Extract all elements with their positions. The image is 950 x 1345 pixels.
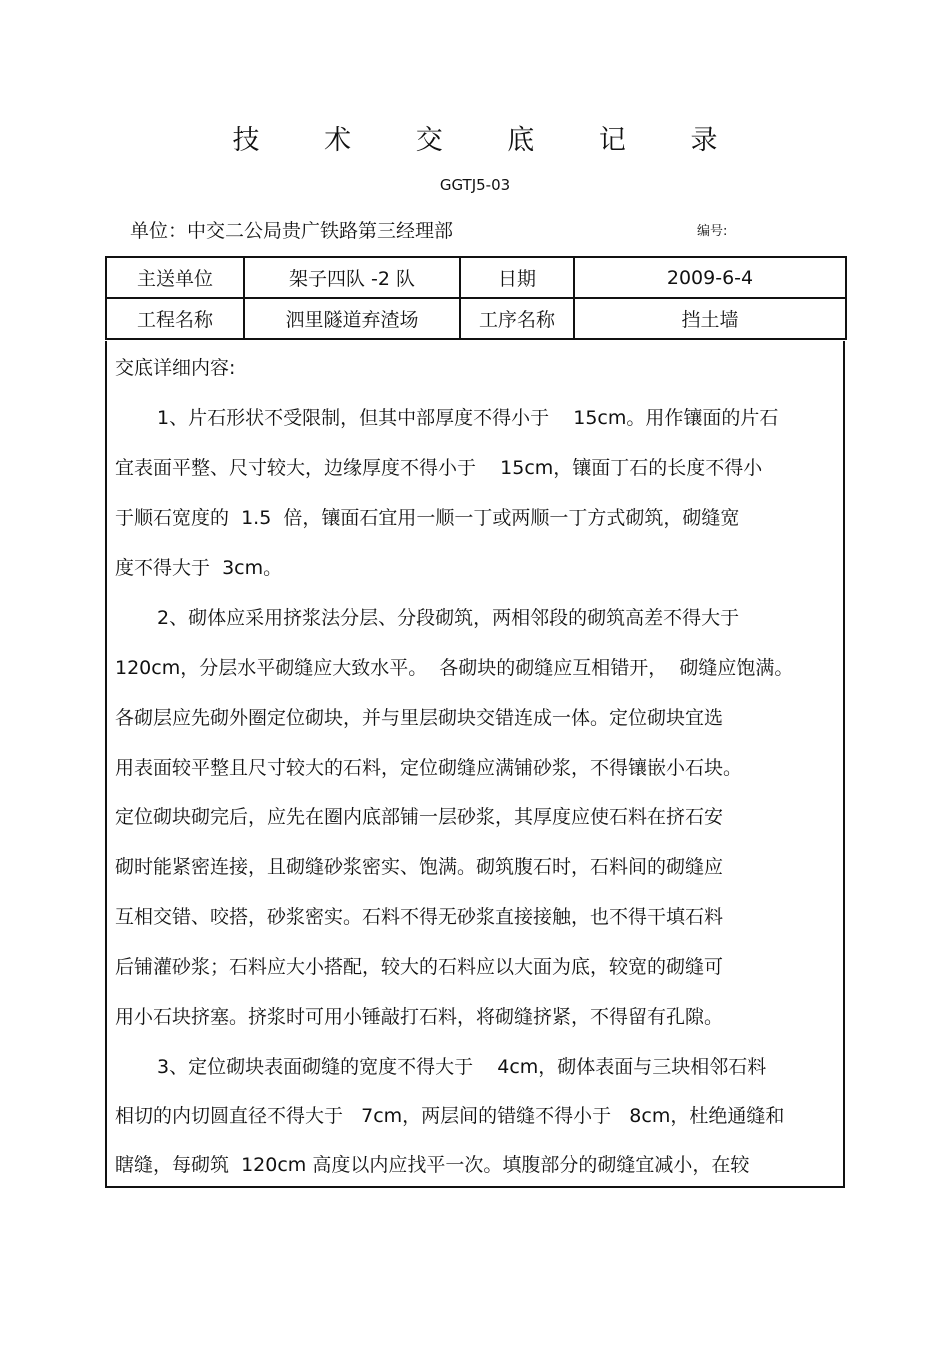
content-line: 度不得大于 3cm。 [115, 557, 283, 579]
content-box [105, 341, 845, 1188]
project-name-label: 工程名称 [106, 298, 244, 339]
project-name-value: 泗里隧道弃渣场 [244, 298, 460, 339]
date-value: 2009-6-4 [574, 257, 846, 298]
table-row [106, 298, 846, 339]
content-line: 宜表面平整、尺寸较大，边缘厚度不得小于 15cm，镶面丁石的长度不得小 [115, 457, 763, 479]
page-title: 技 术 交 底 记 录 [232, 125, 746, 156]
content-line: 于顺石宽度的 1.5 倍，镶面石宜用一顺一丁或两顺一丁方式砌筑，砌缝宽 [115, 507, 740, 529]
content-line: 1、片石形状不受限制，但其中部厚度不得小于 15cm。用作镶面的片石 [157, 407, 779, 429]
document-code: GGTJ5-03 [439, 176, 511, 194]
content-heading: 交底详细内容: [115, 357, 236, 379]
content-line: 定位砌块砌完后，应先在圈内底部铺一层砂浆，其厚度应使石料在挤石安 [115, 806, 724, 828]
content-line: 后铺灌砂浆；石料应大小搭配，较大的石料应以大面为底，较宽的砌缝可 [115, 956, 724, 978]
content-line: 相切的内切圆直径不得大于 7cm，两层间的错缝不得小于 8cm，杜绝通缝和 [115, 1105, 785, 1127]
content-line: 各砌层应先砌外圈定位砌块，并与里层砌块交错连成一体。定位砌块宜选 [115, 707, 724, 729]
content-line: 用表面较平整且尺寸较大的石料，定位砌缝应满铺砂浆，不得镶嵌小石块。 [115, 757, 743, 779]
process-name-label: 工序名称 [460, 298, 574, 339]
content-line: 砌时能紧密连接，且砌缝砂浆密实、饱满。砌筑腹石时，石料间的砌缝应 [115, 856, 724, 878]
process-name-value: 挡土墙 [574, 298, 846, 339]
content-line: 用小石块挤塞。挤浆时可用小锤敲打石料，将砌缝挤紧，不得留有孔隙。 [115, 1006, 724, 1028]
date-label: 日期 [460, 257, 574, 298]
content-line: 瞎缝，每砌筑 120cm 高度以内应找平一次。填腹部分的砌缝宜减小，在较 [115, 1154, 750, 1176]
content-line: 120cm，分层水平砌缝应大致水平。 各砌块的砌缝应互相错开， 砌缝应饱满。 [115, 657, 794, 679]
content-line: 互相交错、咬搭，砂浆密实。石料不得无砂浆直接接触，也不得干填石料 [115, 906, 724, 928]
table-row [106, 257, 846, 298]
content-line: 3、定位砌块表面砌缝的宽度不得大于 4cm，砌体表面与三块相邻石料 [157, 1056, 767, 1078]
content-line: 2、砌体应采用挤浆法分层、分段砌筑，两相邻段的砌筑高差不得大于 [157, 607, 740, 629]
info-table [105, 256, 847, 340]
unit-label: 单位：中交二公局贵广铁路第三经理部 [130, 220, 454, 242]
sender-unit-value: 架子四队 -2 队 [244, 257, 460, 298]
sender-unit-label: 主送单位 [106, 257, 244, 298]
number-label: 编号: [697, 224, 728, 239]
